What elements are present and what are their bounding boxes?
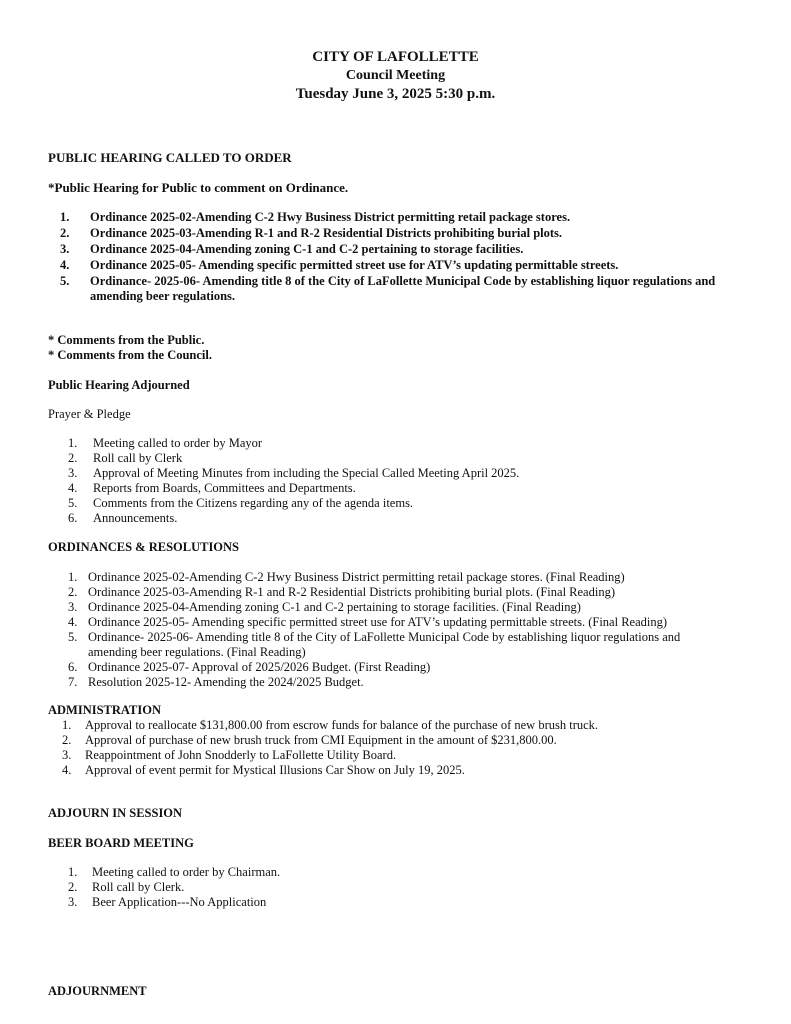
public-hearing-adjourned: Public Hearing Adjourned — [48, 378, 190, 392]
hearing-item-text: Ordinance 2025-03-Amending R-1 and R-2 Residential Districts prohibiting burial plots. — [90, 226, 563, 240]
hearing-item-text: Ordinance 2025-05- Amending specific permitted street use for ATV’s updating permittable streets. — [90, 258, 619, 272]
hearing-item-num: 2. — [60, 226, 70, 240]
hearing-item-text: Ordinance 2025-04-Amending zoning C-1 and C-2 pertaining to storage facilities. — [90, 242, 524, 256]
ordinance-item-text: Ordinance- 2025-06- Amending title 8 of the City of LaFollette Municipal Code by establishing liquor regulations and — [88, 630, 681, 644]
ordinance-item-text: Ordinance 2025-02-Amending C-2 Hwy Business District permitting retail package stores. (Final Reading) — [88, 570, 625, 584]
beer-item-text: Meeting called to order by Chairman. — [92, 865, 281, 879]
admin-item-text: Approval of event permit for Mystical Illusions Car Show on July 19, 2025. — [85, 763, 465, 777]
beer-item-text: Beer Application---No Application — [92, 895, 267, 909]
ordinance-item-num: 2. — [68, 585, 78, 599]
ordinance-item-text: Ordinance 2025-05- Amending specific permitted street use for ATV’s updating permittable streets. (Final Reading) — [88, 615, 668, 629]
ordinance-item-text: Ordinance 2025-07- Approval of 2025/2026 Budget. (First Reading) — [88, 660, 431, 674]
opening-item-text: Meeting called to order by Mayor — [93, 436, 263, 450]
admin-item-num: 4. — [62, 763, 72, 777]
prayer-pledge: Prayer & Pledge — [48, 407, 131, 421]
opening-item-num: 6. — [68, 511, 78, 525]
opening-item-text: Comments from the Citizens regarding any of the agenda items. — [93, 496, 414, 510]
opening-item-num: 3. — [68, 466, 78, 480]
hearing-item-num: 4. — [60, 258, 70, 272]
comments-council: * Comments from the Council. — [48, 348, 212, 362]
hearing-item-num: 1. — [60, 210, 70, 224]
public-hearing-intro: *Public Hearing for Public to comment on Ordinance. — [48, 180, 349, 195]
beer-item-num: 3. — [68, 895, 78, 909]
hearing-item-num: 3. — [60, 242, 70, 256]
adjournment: ADJOURNMENT — [48, 984, 147, 998]
admin-item-text: Reappointment of John Snodderly to LaFollette Utility Board. — [85, 748, 397, 762]
comments-public: * Comments from the Public. — [48, 333, 205, 347]
hearing-item-num: 5. — [60, 274, 70, 288]
opening-item-text: Approval of Meeting Minutes from including the Special Called Meeting April 2025. — [93, 466, 520, 480]
admin-item-num: 1. — [62, 718, 72, 732]
admin-item-num: 2. — [62, 733, 72, 747]
opening-item-num: 4. — [68, 481, 78, 495]
opening-item-num: 2. — [68, 451, 78, 465]
opening-item-text: Reports from Boards, Committees and Departments. — [93, 481, 356, 495]
public-hearing-heading: PUBLIC HEARING CALLED TO ORDER — [48, 150, 292, 165]
adjourn-in-session: ADJOURN IN SESSION — [48, 806, 183, 820]
ordinance-item-text: Resolution 2025-12- Amending the 2024/2025 Budget. — [88, 675, 364, 689]
administration-heading: ADMINISTRATION — [48, 703, 161, 717]
ordinance-item-text: Ordinance 2025-03-Amending R-1 and R-2 Residential Districts prohibiting burial plots. (Final Reading) — [88, 585, 615, 599]
beer-board-heading: BEER BOARD MEETING — [48, 836, 194, 850]
admin-item-text: Approval to reallocate $131,800.00 from escrow funds for balance of the purchase of new brush truck. — [85, 718, 599, 732]
ordinance-item-num: 4. — [68, 615, 78, 629]
city-title: CITY OF LAFOLLETTE — [312, 49, 479, 65]
beer-item-text: Roll call by Clerk. — [92, 880, 185, 894]
beer-item-num: 2. — [68, 880, 78, 894]
admin-item-text: Approval of purchase of new brush truck from CMI Equipment in the amount of $231,800.00. — [85, 733, 557, 747]
ordinance-item-num: 3. — [68, 600, 78, 614]
beer-item-num: 1. — [68, 865, 78, 879]
ordinance-item-num: 6. — [68, 660, 78, 674]
hearing-item-text-cont: amending beer regulations. — [90, 289, 236, 303]
opening-item-text: Announcements. — [93, 511, 178, 525]
hearing-item-text: Ordinance 2025-02-Amending C-2 Hwy Business District permitting retail package stores. — [90, 210, 571, 224]
meeting-date: Tuesday June 3, 2025 5:30 p.m. — [295, 86, 496, 102]
hearing-item-text: Ordinance- 2025-06- Amending title 8 of the City of LaFollette Municipal Code by establishing liquor regulations and — [90, 274, 716, 288]
meeting-title: Council Meeting — [345, 68, 446, 83]
opening-item-num: 5. — [68, 496, 78, 510]
ordinance-item-text-cont: amending beer regulations. (Final Reading) — [88, 645, 306, 659]
ordinance-item-text: Ordinance 2025-04-Amending zoning C-1 and C-2 pertaining to storage facilities. (Final Reading) — [88, 600, 581, 614]
opening-item-text: Roll call by Clerk — [93, 451, 183, 465]
ordinance-item-num: 5. — [68, 630, 78, 644]
ordinance-item-num: 7. — [68, 675, 78, 689]
admin-item-num: 3. — [62, 748, 72, 762]
ordinance-item-num: 1. — [68, 570, 78, 584]
ordinances-heading: ORDINANCES & RESOLUTIONS — [48, 540, 240, 554]
opening-item-num: 1. — [68, 436, 78, 450]
